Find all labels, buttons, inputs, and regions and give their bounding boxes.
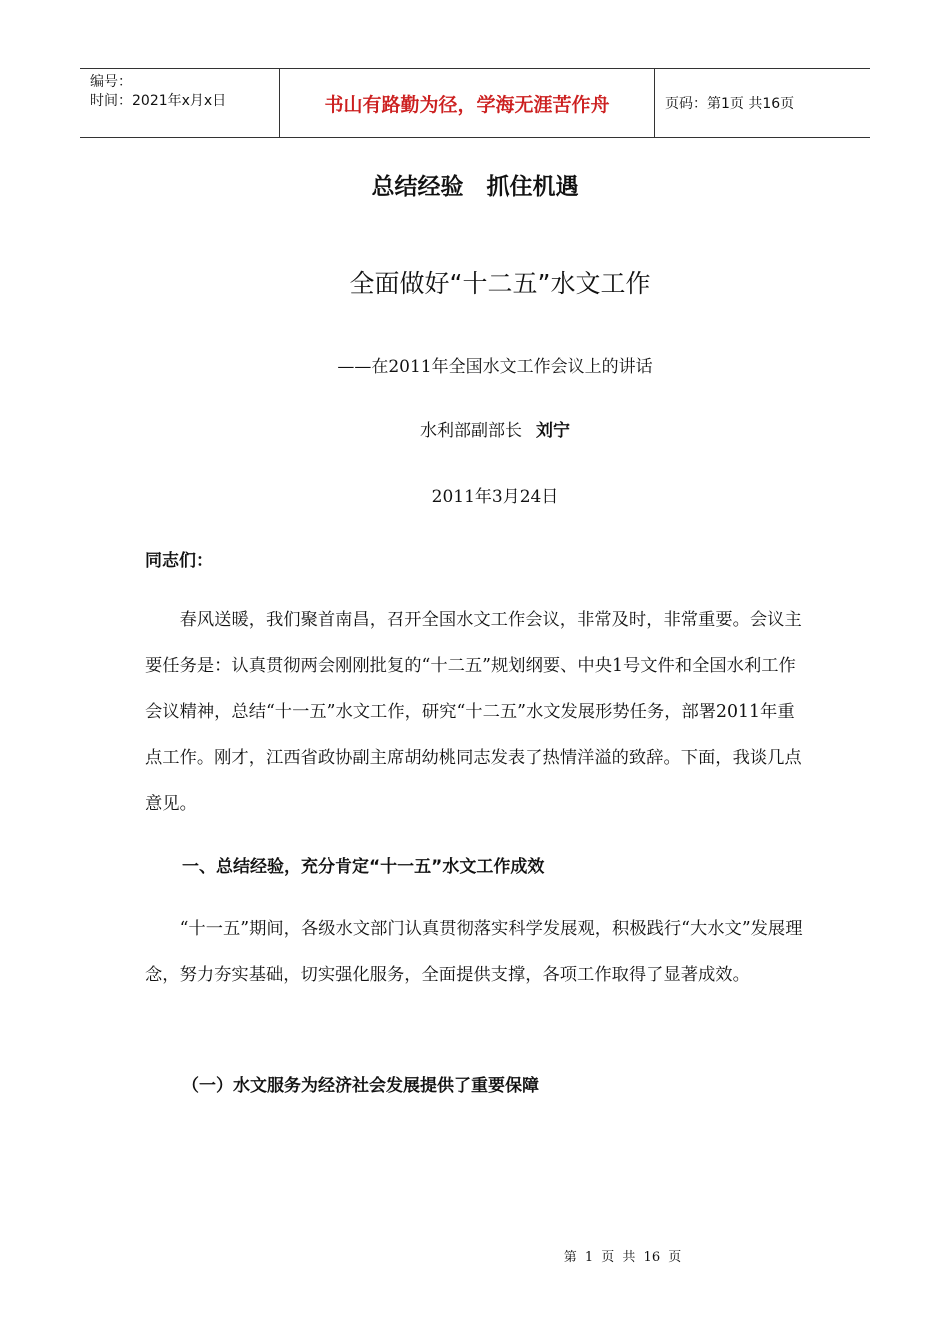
document-title-main: 总结经验 抓住机遇 xyxy=(371,174,579,200)
header-time-label: 时间：2021年x月x日 xyxy=(90,93,227,109)
document-title-second: 全面做好“十二五”水文工作 xyxy=(349,269,651,298)
author-position: 水利部副部长 xyxy=(420,421,522,441)
author-name: 刘宁 xyxy=(536,421,570,441)
paragraph-1: 春风送暖，我们聚首南昌，召开全国水文工作会议，非常及时，非常重要。会议主要任务是：认真贯彻两会刚刚批复的“十二五”规划纲要、中央1号文件和全国水利工作会议精神，总结“十一五”水文工作，研究“十二五”水文发展形势任务，部署2011年重点工作。刚才，江西省政协副主席胡幼桃同志发表了热情洋溢的致辞。下面，我谈几点意见。 xyxy=(145,610,802,814)
header-page-info: 页码：第1页 共16页 xyxy=(665,96,795,112)
header-number-label: 编号： xyxy=(90,74,132,90)
header-motto: 书山有路勤为径，学海无涯苦作舟 xyxy=(280,69,655,137)
subsection-1-heading: （一）水文服务为经济社会发展提供了重要保障 xyxy=(182,1076,539,1096)
document-subtitle: ——在2011年全国水文工作会议上的讲话 xyxy=(337,357,653,377)
document-author xyxy=(0,416,950,441)
page-footer: 第 1 页 共 16 页 xyxy=(563,1250,682,1265)
section-1-heading: 一、总结经验，充分肯定“十一五”水文工作成效 xyxy=(182,857,545,877)
document-header xyxy=(80,68,870,138)
paragraph-2: “十一五”期间，各级水文部门认真贯彻落实科学发展观，积极践行“大水文”发展理念，努力夯实基础，切实强化服务，全面提供支撑，各项工作取得了显著成效。 xyxy=(145,919,803,985)
document-date: 2011年3月24日 xyxy=(431,487,559,507)
header-meta xyxy=(80,69,280,137)
greeting: 同志们： xyxy=(145,551,213,571)
